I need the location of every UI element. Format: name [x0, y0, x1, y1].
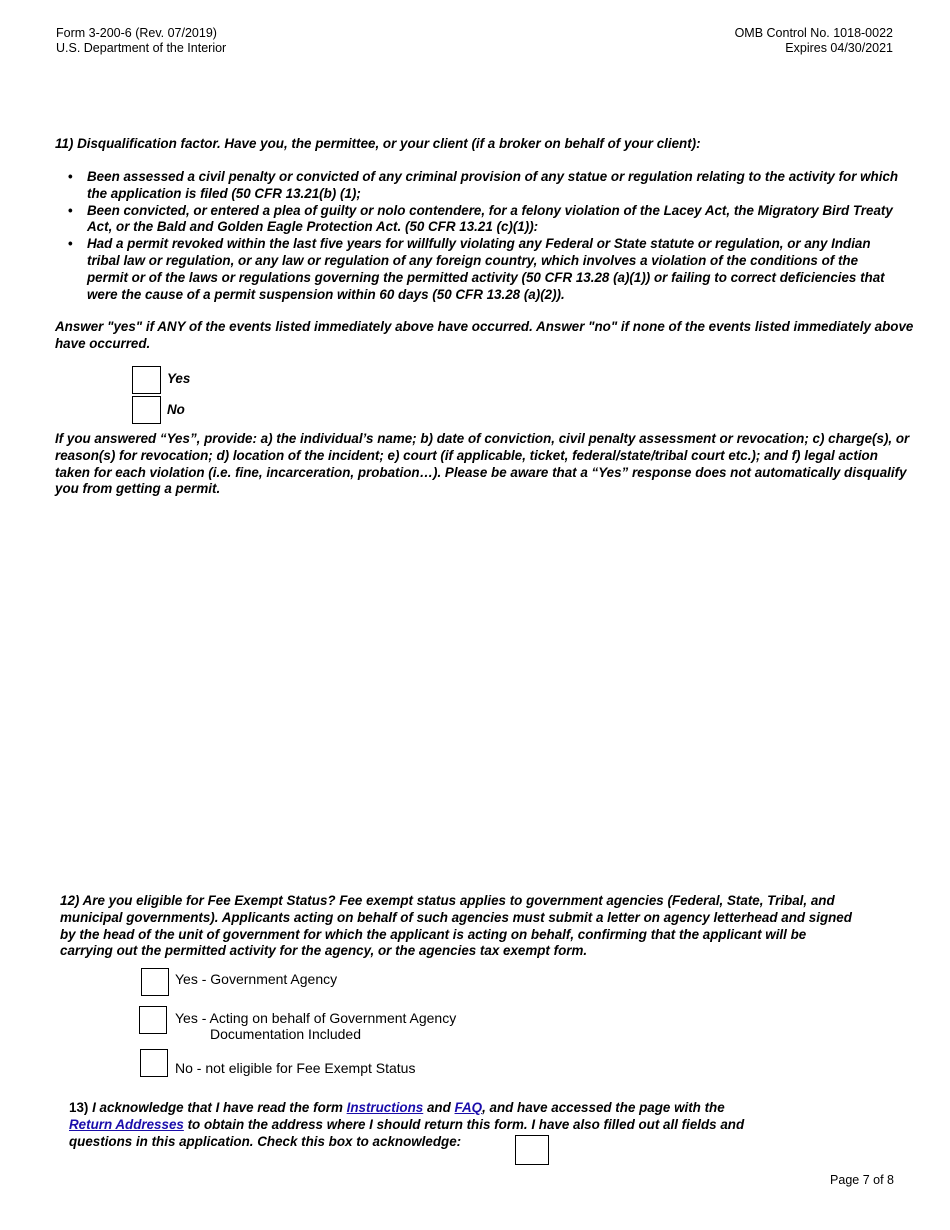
q11-no-label: No: [167, 402, 185, 417]
q13-text-1: I acknowledge that I have read the form: [92, 1100, 343, 1115]
form-id: Form 3-200-6 (Rev. 07/2019): [56, 26, 217, 40]
form-header-left: [56, 26, 226, 56]
q11-bullet-felony: • Been convicted, or entered a plea of guilty or nolo contendere, for a felony violation of the Lacey Act, the Migratory Bird Treaty Act, or the Bald and Golden Eagle Protection Act. (50 CFR 13.21 (c)(1)):: [60, 203, 900, 237]
q11-if-yes-instructions: If you answered “Yes”, provide: a) the individual’s name; b) date of conviction, civil penalty assessment or revocation; c) charge(s), or reason(s) for revocation; d) location of the incident; e) court (if applicable, ticket, federal/state/tribal court etc.); and f) legal action taken for each violation (i.e. fine, incarceration, probation…). Please be aware that a “Yes” response does not automatically disqualify you from getting a permit.: [55, 431, 910, 497]
q11-bullet-list: [60, 169, 900, 303]
q12-documentation-label: Documentation Included: [210, 1026, 361, 1042]
q11-question: 11) Disqualification factor. Have you, the permittee, or your client (if a broker on behalf of your client):: [55, 136, 701, 151]
q11-answer-instruction: Answer "yes" if ANY of the events listed immediately above have occurred. Answer "no" if none of the events listed immediately above have occurred.: [55, 319, 914, 351]
q12-not-eligible-checkbox[interactable]: [140, 1049, 168, 1077]
q11-yes-label: Yes: [167, 371, 191, 386]
page-number: Page 7 of 8: [830, 1173, 894, 1187]
expiration-date: Expires 04/30/2021: [785, 41, 893, 55]
q12-acting-behalf-label: Yes - Acting on behalf of Government Agency: [175, 1010, 457, 1026]
q11-bullet-revoked: • Had a permit revoked within the last five years for willfully violating any Federal or State statute or regulation, or any Indian tribal law or regulation, or any law or regulation of any foreign country, which involves a violation of the conditions of the permit or of the laws or regulations governing the permitted activity (50 CFR 13.28 (a)(1)) or failing to correct deficiencies that were the cause of a permit suspension within 60 days (50 CFR 13.28 (a)(2)).: [60, 236, 900, 303]
form-header-right: [735, 26, 893, 56]
q11-no-checkbox[interactable]: [132, 396, 161, 424]
return-addresses-link[interactable]: Return Addresses: [69, 1116, 184, 1132]
q12-not-eligible-label: No - not eligible for Fee Exempt Status: [175, 1060, 416, 1076]
instructions-link[interactable]: Instructions: [346, 1100, 424, 1115]
department-name: U.S. Department of the Interior: [56, 41, 227, 55]
faq-link[interactable]: FAQ: [454, 1100, 483, 1115]
q13-acknowledge-checkbox[interactable]: [515, 1135, 549, 1165]
q11-yes-checkbox[interactable]: [132, 366, 161, 394]
q13-acknowledgement: [69, 1100, 769, 1150]
q12-gov-agency-checkbox[interactable]: [141, 968, 169, 996]
q13-text-4: to obtain the address where I should return this form. I have also filled out all fields and questions in this application. Check this box to acknowledge:: [69, 1116, 745, 1149]
q11-bullet-civil-penalty: • Been assessed a civil penalty or convicted of any criminal provision of any statue or regulation relating to the activity for which the application is filed (50 CFR 13.21(b) (1);: [60, 169, 900, 203]
q12-gov-agency-label: Yes - Government Agency: [175, 971, 338, 987]
q12-question: 12) Are you eligible for Fee Exempt Status? Fee exempt status applies to government agencies (Federal, State, Tribal, and municipal governments). Applicants acting on behalf of such agencies must submit a letter on agency letterhead and signed by the head of the unit of government for which the applicant is acting on behalf, confirming that the applicant will be carrying out the permitted activity for the agency, or the agencies tax exempt form.: [60, 893, 852, 959]
q13-text-3: , and have accessed the page with the: [482, 1100, 725, 1115]
omb-control-number: OMB Control No. 1018-0022: [734, 26, 893, 40]
q13-number: 13): [69, 1100, 89, 1115]
q12-acting-behalf-checkbox[interactable]: [139, 1006, 167, 1034]
q13-text-2: and: [426, 1100, 451, 1115]
